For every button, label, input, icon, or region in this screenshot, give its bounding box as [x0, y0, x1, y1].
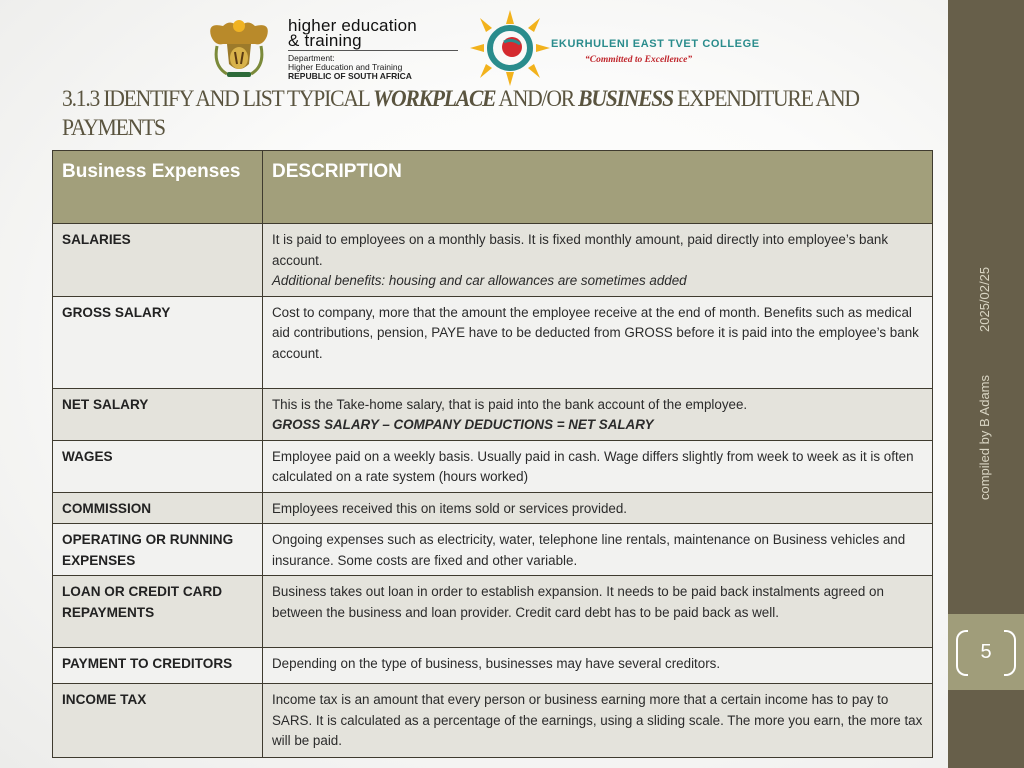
dhet-dept-label: Department: [288, 53, 335, 63]
table-header-row [53, 151, 933, 224]
expense-name: OPERATING OR RUNNING EXPENSES [53, 524, 263, 576]
dhet-line-2: & training [288, 31, 362, 50]
page-number: 5 [980, 641, 992, 663]
expense-description: Cost to company, more that the amount the employee receive at the end of month. Benefits such as medical aid contributions, pension, PAYE have to be deducted from GROSS before it is paid into the employee’s bank account. [263, 296, 933, 388]
title-emphasis-workplace: WORKPLACE [373, 86, 496, 111]
table-row [53, 440, 933, 492]
department-logo [205, 12, 460, 82]
expense-description: Employees received this on items sold or services provided. [263, 492, 933, 524]
table-row [53, 648, 933, 684]
college-sun-emblem-icon [468, 10, 552, 86]
expense-description: Business takes out loan in order to establish expansion. It needs to be paid back instalments agreed on between the business and loan provider. Credit card debt has to be paid back as well. [263, 576, 933, 648]
college-motto: “Committed to Excellence” [585, 55, 693, 65]
title-part-1: 3.1.3 IDENTIFY AND LIST TYPICAL [62, 86, 374, 111]
department-logo-text [288, 18, 458, 81]
expense-description: Income tax is an amount that every person or business earning more that a certain income has to pay to SARS. It is calculated as a percentage of the earnings, using a sliding scale. The more you earn, the more tax will be paid. [263, 684, 933, 758]
net-salary-formula: GROSS SALARY – COMPANY DEDUCTIONS = NET SALARY [272, 417, 654, 432]
expense-name: GROSS SALARY [53, 296, 263, 388]
expense-description: Depending on the type of business, businesses may have several creditors. [263, 648, 933, 684]
coat-of-arms-icon [205, 16, 273, 80]
expense-description [263, 388, 933, 440]
expense-name: PAYMENT TO CREDITORS [53, 648, 263, 684]
slide-date: 2025/02/25 [977, 266, 992, 332]
slide-author: compiled by B Adams [977, 374, 992, 500]
college-name: EKURHULENI EAST TVET COLLEGE [551, 38, 760, 50]
dhet-divider [288, 50, 458, 51]
table-row [53, 492, 933, 524]
expense-description [263, 224, 933, 297]
expense-name: SALARIES [53, 224, 263, 297]
table-row [53, 224, 933, 297]
header-description: DESCRIPTION [263, 151, 933, 224]
expense-description: Employee paid on a weekly basis. Usually paid in cash. Wage differs slightly from week to week as it is often calculated on a rate system (hours worked) [263, 440, 933, 492]
dhet-dept-name: Higher Education and Training [288, 62, 403, 72]
table-row [53, 524, 933, 576]
expense-name: INCOME TAX [53, 684, 263, 758]
expense-description: Ongoing expenses such as electricity, water, telephone line rentals, maintenance on Business vehicles and insurance. Some costs are fixed and other variable. [263, 524, 933, 576]
description-note: Additional benefits: housing and car allowances are sometimes added [272, 273, 687, 288]
page-number-box [948, 614, 1024, 690]
expense-name: WAGES [53, 440, 263, 492]
table-row [53, 388, 933, 440]
table-row [53, 576, 933, 648]
expense-name: LOAN OR CREDIT CARD REPAYMENTS [53, 576, 263, 648]
slide-title [62, 84, 870, 142]
expense-name: NET SALARY [53, 388, 263, 440]
table-row [53, 684, 933, 758]
dhet-country: REPUBLIC OF SOUTH AFRICA [288, 71, 412, 81]
title-emphasis-business: BUSINESS [578, 86, 673, 111]
header-business-expenses: Business Expenses [53, 151, 263, 224]
description-text: This is the Take-home salary, that is paid into the bank account of the employee. [272, 396, 748, 412]
dhet-line-1: higher education [288, 16, 417, 35]
title-part-2: AND/OR [495, 86, 579, 111]
expense-name: COMMISSION [53, 492, 263, 524]
college-logo [468, 10, 778, 86]
right-bracket-icon [1004, 630, 1016, 676]
description-text: It is paid to employees on a monthly basis. It is fixed monthly amount, paid directly into employee’s bank account. [272, 232, 889, 268]
title-part-3: EXPENDITURE AND PAYMENTS [62, 86, 859, 140]
table-row [53, 296, 933, 388]
expenses-table [52, 150, 933, 758]
